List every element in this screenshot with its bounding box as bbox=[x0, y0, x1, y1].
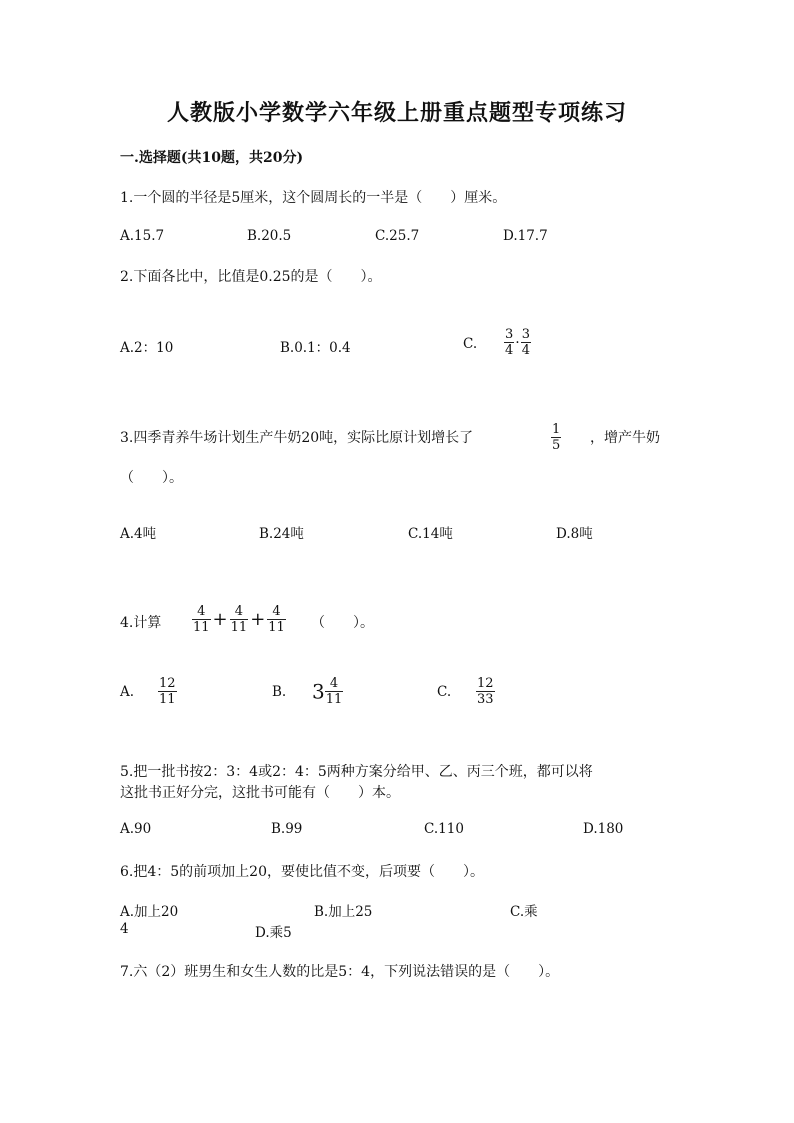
section-heading: 一.选择题(共10题，共20分) bbox=[120, 150, 304, 166]
question-5-line-2: 这批书正好分完，这批书可能有（ ）本。 bbox=[120, 785, 400, 801]
question-3-fraction: $\frac{1}{5}$ bbox=[552, 422, 561, 453]
question-6: 6.把4：5的前项加上20，要使比值不变，后项要（ ）。 bbox=[120, 864, 484, 880]
q4-option-c-fraction: $\frac{12}{33}$ bbox=[477, 676, 494, 707]
q1-option-b: B.20.5 bbox=[247, 228, 292, 244]
q1-option-d: D.17.7 bbox=[503, 228, 548, 244]
q4-option-b-label: B. bbox=[272, 684, 287, 700]
question-3-text: 3.四季青养牛场计划生产牛奶20吨，实际比原计划增长了 bbox=[120, 430, 474, 446]
fraction: $\frac{3}{4}$ bbox=[505, 327, 514, 358]
q4-option-b-mixed-number: 3 $\frac{4}{11}$ bbox=[312, 676, 343, 707]
q6-option-b: B.加上25 bbox=[314, 904, 373, 920]
q4-option-c-label: C. bbox=[437, 684, 452, 700]
q1-option-c: C.25.7 bbox=[375, 228, 420, 244]
question-4-expression: $\frac{4}{11}$ + $\frac{4}{11}$ + $\frac{4}{11}$ bbox=[193, 604, 285, 635]
question-2: 2.下面各比中，比值是0.25的是（ ）。 bbox=[120, 269, 382, 285]
question-4-blank: （ ）。 bbox=[311, 615, 374, 631]
q1-option-a: A.15.7 bbox=[120, 228, 165, 244]
q6-option-d: D.乘5 bbox=[255, 925, 292, 941]
q5-option-c: C.110 bbox=[424, 821, 464, 837]
q6-option-a: A.加上20 bbox=[120, 904, 179, 920]
question-3-text-after: ，增产牛奶 bbox=[590, 430, 660, 446]
page-title: 人教版小学数学六年级上册重点题型专项练习 bbox=[166, 100, 627, 126]
q3-option-c: C.14吨 bbox=[408, 526, 453, 542]
q2-option-c-expression: $\frac{3}{4}$ · $\frac{3}{4}$ bbox=[505, 327, 531, 358]
q2-option-b: B.0.1：0.4 bbox=[280, 340, 351, 356]
q5-option-d: D.180 bbox=[583, 821, 624, 837]
question-3-blank: （ ）。 bbox=[120, 470, 183, 486]
q5-option-b: B.99 bbox=[271, 821, 303, 837]
q5-option-a: A.90 bbox=[120, 821, 152, 837]
fraction: $\frac{3}{4}$ bbox=[521, 327, 531, 358]
q2-option-c-label: C. bbox=[463, 336, 478, 352]
q3-option-d: D.8吨 bbox=[556, 526, 593, 542]
q6-option-c: C.乘 bbox=[510, 904, 538, 920]
question-7: 7.六（2）班男生和女生人数的比是5：4，下列说法错误的是（ ）。 bbox=[120, 964, 560, 980]
q6-option-c-continued: 4 bbox=[120, 921, 129, 937]
q4-option-a-label: A. bbox=[120, 684, 135, 700]
question-5-line-1: 5.把一批书按2：3：4或2：4：5两种方案分给甲、乙、丙三个班，都可以将 bbox=[120, 764, 593, 780]
question-1: 1.一个圆的半径是5厘米，这个圆周长的一半是（ ）厘米。 bbox=[120, 190, 507, 206]
q3-option-b: B.24吨 bbox=[259, 526, 304, 542]
question-4-label: 4.计算 bbox=[120, 615, 162, 631]
q2-option-a: A.2：10 bbox=[120, 340, 174, 356]
q3-option-a: A.4吨 bbox=[120, 526, 157, 542]
q4-option-a-fraction: $\frac{12}{11}$ bbox=[159, 676, 176, 707]
